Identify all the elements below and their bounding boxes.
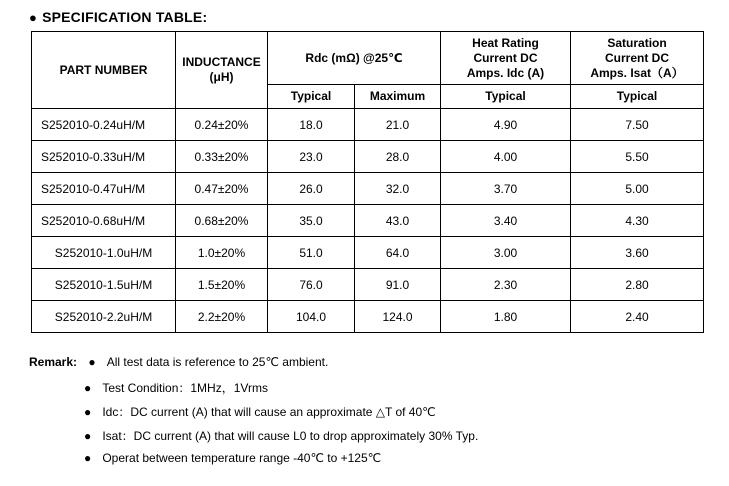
remark-item <box>84 427 478 444</box>
cell-inductance: 2.2±20% <box>176 301 268 333</box>
cell-isat-typical: 2.40 <box>571 301 704 333</box>
cell-idc-typical: 3.40 <box>441 205 571 237</box>
cell-idc-typical: 2.30 <box>441 269 571 301</box>
cell-rdc-typical: 76.0 <box>268 269 355 301</box>
specification-table <box>31 31 704 333</box>
header-inductance: INDUCTANCE (μH) <box>176 32 268 109</box>
cell-rdc-maximum: 21.0 <box>355 109 441 141</box>
remarks-label: Remark: <box>29 355 78 369</box>
remark-text: All test data is reference to 25℃ ambient. <box>106 355 329 369</box>
cell-part-number: S252010-0.47uH/M <box>32 173 176 205</box>
bullet-icon: ● <box>84 451 92 465</box>
cell-rdc-maximum: 32.0 <box>355 173 441 205</box>
cell-isat-typical: 3.60 <box>571 237 704 269</box>
table-row <box>32 173 704 205</box>
cell-isat-typical: 7.50 <box>571 109 704 141</box>
cell-inductance: 1.5±20% <box>176 269 268 301</box>
bullet-icon: ● <box>84 429 92 443</box>
header-idc-typical: Typical <box>441 85 571 109</box>
header-isat-typical: Typical <box>571 85 704 109</box>
cell-inductance: 1.0±20% <box>176 237 268 269</box>
cell-idc-typical: 3.00 <box>441 237 571 269</box>
cell-rdc-typical: 23.0 <box>268 141 355 173</box>
cell-idc-typical: 4.00 <box>441 141 571 173</box>
table-row <box>32 109 704 141</box>
header-rdc-maximum: Maximum <box>355 85 441 109</box>
remark-text: Test Condition：1MHz，1Vrms <box>102 381 268 395</box>
cell-rdc-maximum: 64.0 <box>355 237 441 269</box>
header-rdc-typical: Typical <box>268 85 355 109</box>
header-rdc: Rdc (mΩ) @25℃ <box>268 32 441 85</box>
bullet-icon: ● <box>88 355 96 369</box>
cell-rdc-maximum: 43.0 <box>355 205 441 237</box>
section-heading <box>29 9 207 25</box>
cell-inductance: 0.33±20% <box>176 141 268 173</box>
cell-rdc-typical: 35.0 <box>268 205 355 237</box>
cell-part-number: S252010-0.33uH/M <box>32 141 176 173</box>
cell-inductance: 0.24±20% <box>176 109 268 141</box>
remark-item <box>29 355 328 369</box>
cell-part-number: S252010-0.68uH/M <box>32 205 176 237</box>
cell-rdc-maximum: 91.0 <box>355 269 441 301</box>
table-row <box>32 237 704 269</box>
bullet-icon: ● <box>84 381 92 395</box>
remark-text: Isat：DC current (A) that will cause L0 to drop approximately 30% Typ. <box>102 429 479 443</box>
table-row <box>32 301 704 333</box>
cell-inductance: 0.47±20% <box>176 173 268 205</box>
cell-rdc-typical: 26.0 <box>268 173 355 205</box>
table-row <box>32 205 704 237</box>
table-row <box>32 269 704 301</box>
cell-idc-typical: 3.70 <box>441 173 571 205</box>
cell-inductance: 0.68±20% <box>176 205 268 237</box>
cell-part-number: S252010-0.24uH/M <box>32 109 176 141</box>
cell-part-number: S252010-1.5uH/M <box>32 269 176 301</box>
cell-idc-typical: 1.80 <box>441 301 571 333</box>
cell-rdc-typical: 18.0 <box>268 109 355 141</box>
remark-text: Idc：DC current (A) that will cause an approximate △T of 40℃ <box>102 405 436 419</box>
bullet-icon: ● <box>29 10 38 25</box>
cell-rdc-typical: 104.0 <box>268 301 355 333</box>
remark-item <box>84 379 268 396</box>
header-heat-rating: Heat Rating Current DC Amps. Idc (A) <box>441 32 571 85</box>
cell-isat-typical: 4.30 <box>571 205 704 237</box>
cell-idc-typical: 4.90 <box>441 109 571 141</box>
cell-isat-typical: 2.80 <box>571 269 704 301</box>
cell-rdc-maximum: 124.0 <box>355 301 441 333</box>
cell-isat-typical: 5.00 <box>571 173 704 205</box>
remark-item <box>84 403 436 420</box>
remark-item <box>84 451 381 465</box>
header-part-number: PART NUMBER <box>32 32 176 109</box>
cell-rdc-maximum: 28.0 <box>355 141 441 173</box>
header-saturation: Saturation Current DC Amps. Isat（A） <box>571 32 704 85</box>
remark-text: Operat between temperature range -40℃ to +125℃ <box>102 451 382 465</box>
table-row <box>32 141 704 173</box>
bullet-icon: ● <box>84 405 92 419</box>
cell-part-number: S252010-1.0uH/M <box>32 237 176 269</box>
cell-rdc-typical: 51.0 <box>268 237 355 269</box>
cell-isat-typical: 5.50 <box>571 141 704 173</box>
heading-text: SPECIFICATION TABLE: <box>42 9 208 25</box>
cell-part-number: S252010-2.2uH/M <box>32 301 176 333</box>
